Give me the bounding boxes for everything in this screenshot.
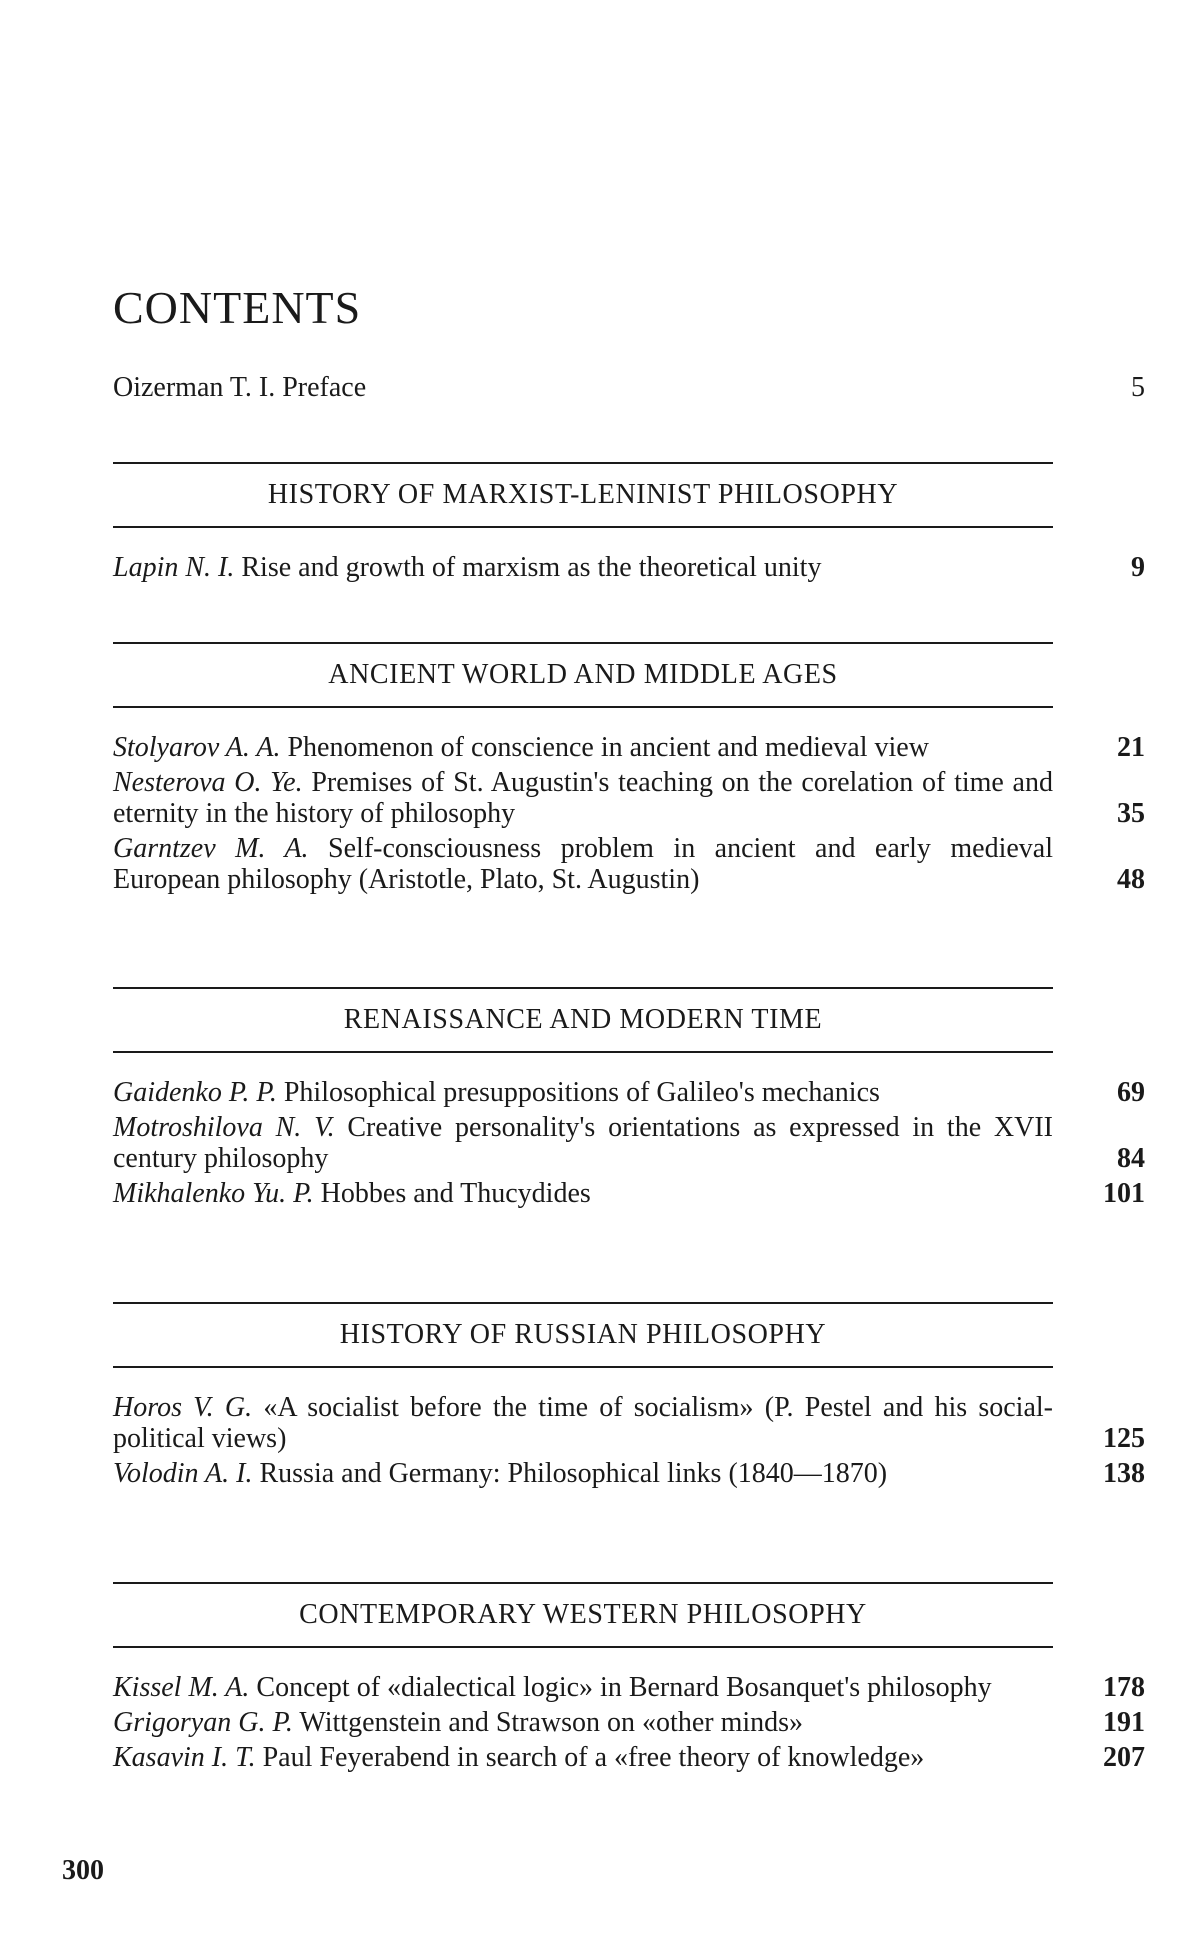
toc-entry xyxy=(113,1178,1145,1209)
section-entries xyxy=(113,1392,1145,1489)
toc-entry xyxy=(113,1112,1145,1174)
entry-author: Volodin A. I. xyxy=(113,1458,253,1489)
section-heading: CONTEMPORARY WESTERN PHILOSOPHY xyxy=(113,1582,1053,1648)
entry-author: Mikhalenko Yu. P. xyxy=(113,1178,314,1209)
entry-page-number: 125 xyxy=(1103,1423,1145,1454)
section-renaissance xyxy=(113,987,1145,1213)
entry-page-number: 35 xyxy=(1117,798,1145,829)
entry-title: Wittgenstein and Strawson on «other minds» xyxy=(292,1707,804,1738)
entry-title: Rise and growth of marxism as the theoretical unity xyxy=(234,552,822,583)
toc-entry xyxy=(113,1392,1145,1454)
entry-author: Garntzev M. A. xyxy=(113,833,309,864)
toc-entry xyxy=(113,767,1145,829)
entry-author: Grigoryan G. P. xyxy=(113,1707,293,1738)
entry-text xyxy=(113,1392,1053,1454)
section-russian-philosophy xyxy=(113,1302,1145,1493)
entry-text xyxy=(113,1458,1053,1489)
toc-entry xyxy=(113,1458,1145,1489)
entry-author: Stolyarov A. A. xyxy=(113,732,281,763)
toc-entry xyxy=(113,833,1145,895)
entry-title: Self-consciousness problem in ancient and early medieval European philosophy (Aristotle, Plato, St. Augustin) xyxy=(113,833,1054,895)
entry-page-number: 191 xyxy=(1103,1707,1145,1738)
toc-entry xyxy=(113,1742,1145,1773)
entry-author: Gaidenko P. P. xyxy=(113,1077,277,1108)
section-ancient-world xyxy=(113,642,1145,899)
entry-author: Kasavin I. T. xyxy=(113,1742,256,1773)
toc-entry xyxy=(113,732,1145,763)
section-heading: HISTORY OF MARXIST-LENINIST PHILOSOPHY xyxy=(113,462,1053,528)
section-heading: RENAISSANCE AND MODERN TIME xyxy=(113,987,1053,1053)
entry-title: «A socialist before the time of socialism» (P. Pestel and his social-political views) xyxy=(113,1392,1053,1454)
entry-title: Creative personality's orientations as expressed in the XVII century philosophy xyxy=(113,1112,1053,1174)
section-entries xyxy=(113,1672,1145,1773)
section-heading: HISTORY OF RUSSIAN PHILOSOPHY xyxy=(113,1302,1053,1368)
entry-page-number: 48 xyxy=(1117,864,1145,895)
entry-page-number: 21 xyxy=(1117,732,1145,763)
toc-entry xyxy=(113,552,1145,583)
entry-title: Hobbes and Thucydides xyxy=(313,1178,591,1209)
entry-author: Motroshilova N. V. xyxy=(113,1112,335,1143)
section-entries xyxy=(113,732,1145,895)
page-number: 300 xyxy=(62,1855,104,1886)
entry-page-number: 69 xyxy=(1117,1077,1145,1108)
entry-text xyxy=(113,1077,1053,1108)
entry-author: Lapin N. I. xyxy=(113,552,235,583)
entry-author: Nesterova O. Ye. xyxy=(113,767,303,798)
entry-text xyxy=(113,732,1053,763)
entry-author: Kissel M. A. xyxy=(113,1672,250,1703)
entry-text xyxy=(113,1707,1053,1738)
entry-text xyxy=(113,1178,1053,1209)
preface-title: Oizerman T. I. Preface xyxy=(113,372,367,403)
entry-text xyxy=(113,1672,1053,1703)
entry-title: Premises of St. Augustin's teaching on the corelation of time and eternity in the history of philosophy xyxy=(113,767,1053,829)
toc-entry xyxy=(113,1672,1145,1703)
entry-text xyxy=(113,552,1053,583)
toc-entry xyxy=(113,1077,1145,1108)
entry-title: Philosophical presuppositions of Galileo's mechanics xyxy=(276,1077,880,1108)
entry-text xyxy=(113,1112,1053,1174)
preface-page-number: 5 xyxy=(1131,372,1145,403)
entry-page-number: 178 xyxy=(1103,1672,1145,1703)
entry-page-number: 101 xyxy=(1103,1178,1145,1209)
entry-title: Concept of «dialectical logic» in Bernard Bosanquet's philosophy xyxy=(249,1672,992,1703)
entry-page-number: 138 xyxy=(1103,1458,1145,1489)
entry-page-number: 207 xyxy=(1103,1742,1145,1773)
section-contemporary-western xyxy=(113,1582,1145,1777)
entry-author: Horos V. G. xyxy=(113,1392,253,1423)
entry-title: Paul Feyerabend in search of a «free theory of knowledge» xyxy=(255,1742,925,1773)
entry-page-number: 84 xyxy=(1117,1143,1145,1174)
entry-page-number: 9 xyxy=(1131,552,1145,583)
entry-text xyxy=(113,1742,1053,1773)
entry-text xyxy=(113,767,1053,829)
entry-title: Russia and Germany: Philosophical links (1840—1870) xyxy=(252,1458,888,1489)
page-title: CONTENTS xyxy=(113,281,362,333)
section-entries xyxy=(113,552,1145,583)
section-marxist-leninist xyxy=(113,462,1145,587)
entry-text xyxy=(113,833,1053,895)
section-entries xyxy=(113,1077,1145,1209)
section-heading: ANCIENT WORLD AND MIDDLE AGES xyxy=(113,642,1053,708)
toc-entry xyxy=(113,1707,1145,1738)
entry-title: Phenomenon of conscience in ancient and medieval view xyxy=(280,732,929,763)
